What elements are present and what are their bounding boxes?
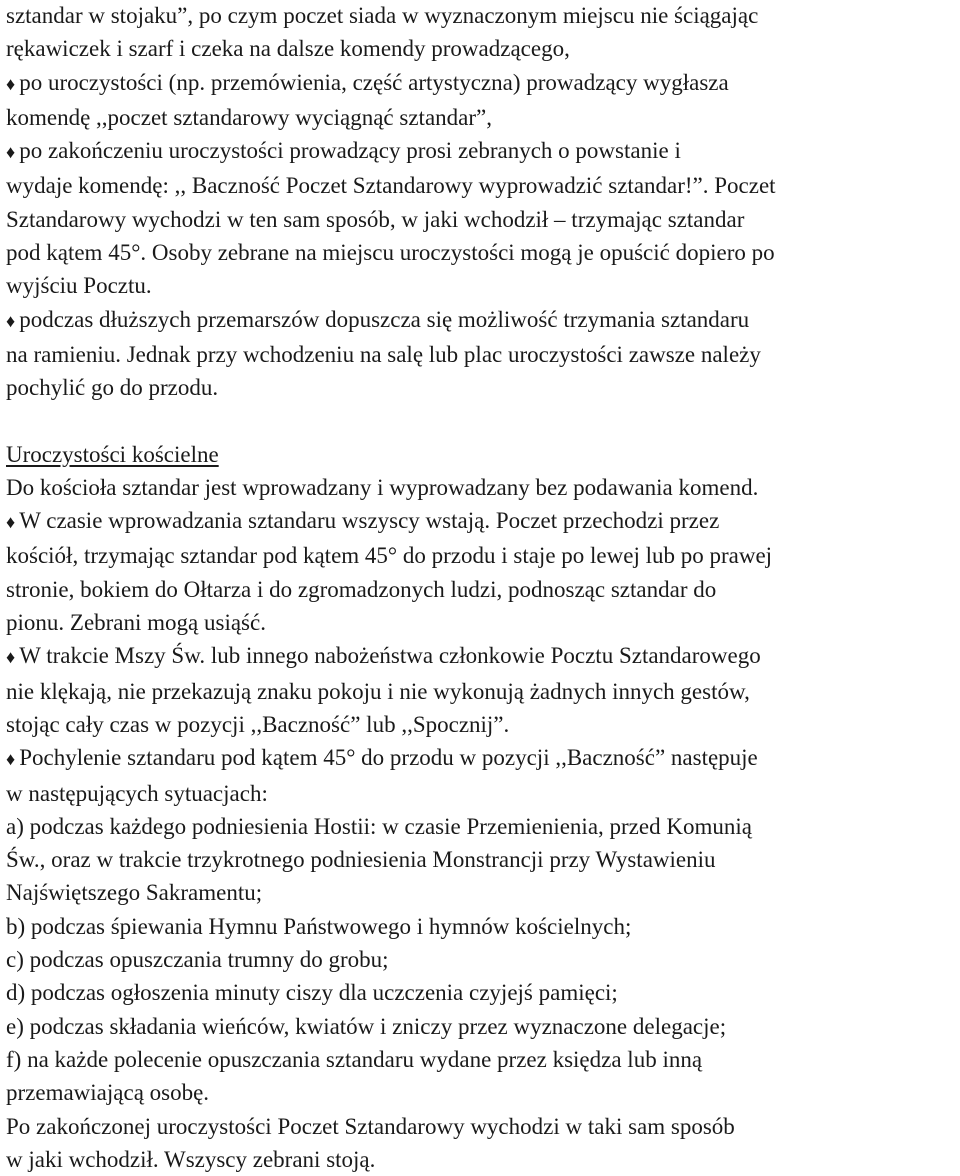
text-line (6, 338, 956, 371)
line-text: rękawiczek i szarf i czeka na dalsze komendy prowadzącego, (6, 36, 570, 62)
line-text: Po zakończonej uroczystości Poczet Sztandarowy wychodzi w taki sam sposób (6, 1113, 735, 1139)
line-text: na ramieniu. Jednak przy wchodzeniu na salę lub plac uroczystości zawsze należy (6, 341, 761, 367)
text-line (6, 134, 956, 169)
text-line (6, 203, 956, 236)
line-text: wyjściu Pocztu. (6, 273, 152, 299)
text-line (6, 943, 956, 976)
text-line (6, 777, 956, 810)
text-line (6, 639, 956, 674)
line-text: po zakończeniu uroczystości prowadzący prosi zebranych o powstanie i (19, 138, 681, 164)
text-line (6, 0, 956, 32)
line-text: b) podczas śpiewania Hymnu Państwowego i hymnów kościelnych; (6, 913, 632, 939)
diamond-bullet-icon: ♦ (6, 142, 16, 163)
line-text: Św., oraz w trakcie trzykrotnego podniesienia Monstrancji przy Wystawieniu (6, 847, 716, 873)
text-line (6, 1110, 956, 1143)
line-text: Pochylenie sztandaru pod kątem 45° do przodu w pozycji ,,Baczność” następuje (19, 745, 758, 771)
line-text: pionu. Zebrani mogą usiąść. (6, 610, 266, 636)
text-line (6, 269, 956, 302)
diamond-bullet-icon: ♦ (6, 647, 16, 668)
line-text: pod kątem 45°. Osoby zebrane na miejscu uroczystości mogą je opuścić dopiero po (6, 240, 775, 266)
line-text: wydaje komendę: ,, Baczność Poczet Sztandarowy wyprowadzić sztandar!”. Poczet (6, 173, 776, 199)
text-line (6, 471, 956, 504)
line-text: komendę ,,poczet sztandarowy wyciągnąć sztandar”, (6, 104, 492, 130)
text-line (6, 236, 956, 269)
line-text: pochylić go do przodu. (6, 375, 219, 401)
line-text: podczas dłuższych przemarszów dopuszcza się możliwość trzymania sztandaru (19, 306, 750, 332)
text-line (6, 741, 956, 776)
text-line (6, 573, 956, 606)
line-text: kościół, trzymając sztandar pod kątem 45° do przodu i staje po lewej lub po prawej (6, 543, 773, 569)
text-line (6, 1043, 956, 1076)
text-line (6, 1076, 956, 1109)
text-line (6, 504, 956, 539)
diamond-bullet-icon: ♦ (6, 749, 16, 770)
line-text: W czasie wprowadzania sztandaru wszyscy wstają. Poczet przechodzi przez (19, 508, 720, 534)
paragraph-gap (6, 405, 956, 438)
section-heading: Uroczystości kościelne (6, 441, 219, 467)
line-text: w następujących sytuacjach: (6, 780, 268, 806)
diamond-bullet-icon: ♦ (6, 73, 16, 94)
text-line (6, 371, 956, 404)
line-text: w jaki wchodził. Wszyscy zebrani stoją. (6, 1146, 376, 1172)
text-line (6, 539, 956, 572)
line-text: stojąc cały czas w pozycji ,,Baczność” lub ,,Spocznij”. (6, 711, 510, 737)
text-line (6, 976, 956, 1009)
text-line (6, 910, 956, 943)
line-text: nie klękają, nie przekazują znaku pokoju i nie wykonują żadnych innych gestów, (6, 678, 750, 704)
text-line (6, 101, 956, 134)
diamond-bullet-icon: ♦ (6, 310, 16, 331)
line-text: d) podczas ogłoszenia minuty ciszy dla uczczenia czyjejś pamięci; (6, 980, 618, 1006)
line-text: stronie, bokiem do Ołtarza i do zgromadzonych ludzi, podnosząc sztandar do (6, 576, 717, 602)
text-line (6, 843, 956, 876)
line-text: Sztandarowy wychodzi w ten sam sposób, w jaki wchodził – trzymając sztandar (6, 206, 745, 232)
line-text: f) na każde polecenie opuszczania sztandaru wydane przez księdza lub inną (6, 1046, 703, 1072)
line-text: Najświętszego Sakramentu; (6, 880, 263, 906)
text-line (6, 810, 956, 843)
text-line (6, 876, 956, 909)
text-line (6, 606, 956, 639)
text-line (6, 66, 956, 101)
line-text: Do kościoła sztandar jest wprowadzany i wyprowadzany bez podawania komend. (6, 474, 759, 500)
line-text: sztandar w stojaku”, po czym poczet siada w wyznaczonym miejscu nie ściągając (6, 3, 759, 28)
line-text: po uroczystości (np. przemówienia, część artystyczna) prowadzący wygłasza (19, 69, 729, 95)
text-block-ceremony-end (6, 0, 956, 405)
text-line (6, 708, 956, 741)
text-line (6, 32, 956, 65)
text-line (6, 169, 956, 202)
line-text: a) podczas każdego podniesienia Hostii: w czasie Przemienienia, przed Komunią (6, 813, 752, 839)
text-line (6, 1010, 956, 1043)
text-block-church-ceremonies (6, 471, 956, 1176)
text-line (6, 303, 956, 338)
line-text: c) podczas opuszczania trumny do grobu; (6, 947, 389, 973)
line-text: przemawiającą osobę. (6, 1080, 210, 1106)
document-page (6, 0, 956, 1176)
line-text: e) podczas składania wieńców, kwiatów i zniczy przez wyznaczone delegacje; (6, 1013, 727, 1039)
text-line (6, 675, 956, 708)
diamond-bullet-icon: ♦ (6, 512, 16, 533)
line-text: W trakcie Mszy Św. lub innego nabożeństwa członkowie Pocztu Sztandarowego (19, 643, 761, 669)
